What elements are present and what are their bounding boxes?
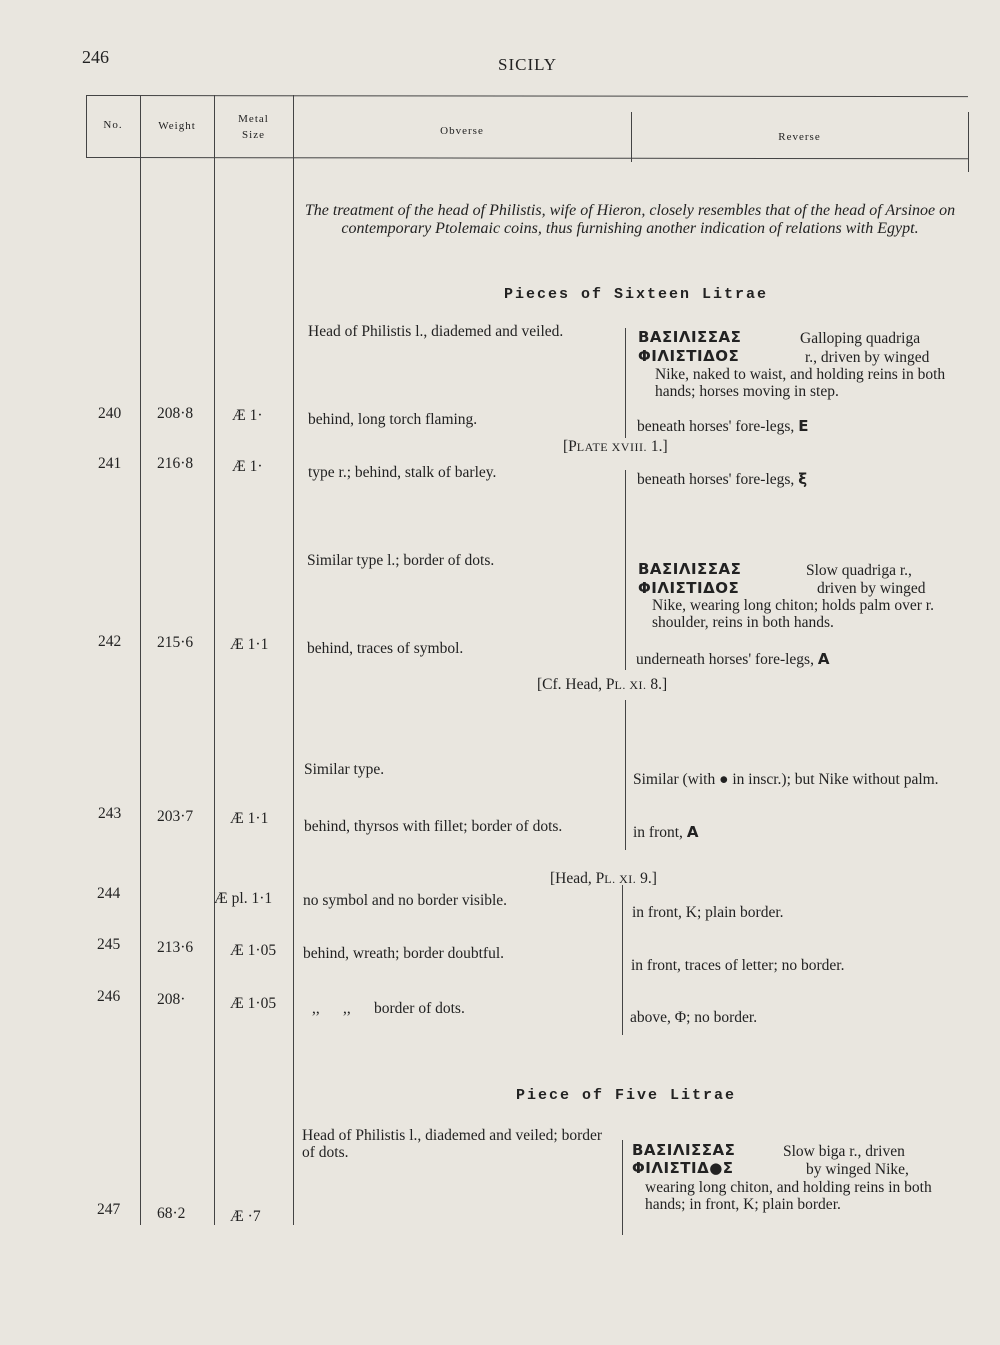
row-244-metal: Æ pl. 1·1 [214, 890, 273, 907]
group4-greek-line2: ΦΙΛΙΣΤΙΔ●Σ [632, 1159, 734, 1177]
row-242-metal: Æ 1·1 [230, 636, 269, 653]
page-number: 246 [82, 47, 109, 67]
row-244-no: 244 [97, 885, 121, 902]
row-244-obverse: no symbol and no border visible. [303, 892, 508, 909]
col-rule-3 [214, 95, 215, 1225]
row-242-weight: 215·6 [157, 634, 194, 651]
group1-greek-line2: ΦΙΛΙΣΤΙΔΟΣ [638, 347, 740, 365]
group2-greek-line2: ΦΙΛΙΣΤΙΔΟΣ [638, 579, 740, 597]
group1-reverse-line1: Galloping quadriga [800, 330, 921, 347]
group1-greek-line1: ΒΑΣΙΛΙΣΣΑΣ [638, 328, 742, 346]
row-245-reverse: in front, traces of letter; no border. [631, 957, 845, 974]
group2-reverse-line2: driven by winged [817, 580, 926, 597]
group4-greek-line1: ΒΑΣΙΛΙΣΣΑΣ [632, 1141, 736, 1159]
group1-reverse-rest: Nike, naked to waist, and holding reins in both hands; horses moving in step. [655, 366, 946, 400]
col-header-metal: Metal [238, 113, 269, 125]
plate-ref-3: [Head, PL. XI. 9.] [550, 870, 657, 887]
row-246-reverse: above, Φ; no border. [630, 1009, 758, 1026]
group2-reverse-rest: Nike, wearing long chiton; holds palm over r. shoulder, reins in both hands. [652, 597, 934, 631]
plate-ref-2: [Cf. Head, PL. XI. 8.] [537, 676, 668, 693]
row-240-reverse: beneath horses' fore-legs, E [637, 417, 809, 435]
row-245-metal: Æ 1·05 [230, 942, 277, 959]
col-rule-6 [968, 112, 969, 172]
row-247-metal: Æ ·7 [230, 1208, 261, 1225]
group1-obverse: Head of Philistis l., diademed and veiled. [308, 323, 564, 340]
row-246-weight: 208· [157, 991, 186, 1008]
group2-greek-line1: ΒΑΣΙΛΙΣΣΑΣ [638, 560, 742, 578]
col-rule-4 [293, 95, 294, 1225]
reverse-rule-c [625, 700, 626, 850]
row-243-reverse: in front, A [633, 823, 699, 841]
row-246-no: 246 [97, 988, 121, 1005]
group2-obverse: Similar type l.; border of dots. [307, 552, 495, 569]
row-242-letter: A [817, 650, 830, 668]
row-243-letter: A [686, 823, 699, 841]
row-247-weight: 68·2 [157, 1205, 186, 1222]
row-241-reverse: beneath horses' fore-legs, ξ [637, 470, 808, 488]
group3-obverse: Similar type. [304, 761, 385, 778]
plate-ref-1: [PLATE XVIII. 1.] [563, 438, 668, 455]
row-240-weight: 208·8 [157, 405, 194, 422]
row-242-reverse: underneath horses' fore-legs, A [636, 650, 830, 668]
row-240-letter: E [798, 417, 809, 435]
row-243-metal: Æ 1·1 [230, 810, 269, 827]
table-top-rule [86, 95, 968, 97]
group1-reverse-line2: r., driven by winged [805, 349, 930, 366]
row-241-metal: Æ 1· [232, 458, 263, 475]
reverse-rule-d [622, 885, 623, 1035]
row-245-weight: 213·6 [157, 939, 194, 956]
col-header-obverse: Obverse [440, 125, 484, 137]
row-246-obverse: ,, ,, border of dots. [312, 1000, 465, 1017]
running-header: SICILY [498, 55, 558, 74]
row-241-letter: ξ [798, 470, 808, 488]
group4-reverse-rest: wearing long chiton, and holding reins in both hands; in front, K; plain border. [645, 1179, 932, 1213]
col-header-no: No. [103, 119, 123, 131]
reverse-rule-a [625, 328, 626, 438]
table-header-rule [86, 157, 968, 159]
group4-obverse: Head of Philistis l., diademed and veiled; border of dots. [302, 1127, 603, 1161]
group4-reverse-line2: by winged Nike, [806, 1161, 909, 1178]
row-240-no: 240 [98, 405, 122, 422]
col-header-reverse: Reverse [778, 131, 821, 143]
col-header-weight: Weight [158, 120, 196, 132]
row-245-obverse: behind, wreath; border doubtful. [303, 945, 505, 962]
row-243-weight: 203·7 [157, 808, 194, 825]
row-240-obverse: behind, long torch flaming. [308, 411, 478, 428]
reverse-rule-e [622, 1140, 623, 1235]
row-242-obverse: behind, traces of symbol. [307, 640, 464, 657]
group2-reverse-line1: Slow quadriga r., [806, 562, 912, 579]
row-241-no: 241 [98, 455, 122, 472]
row-245-no: 245 [97, 936, 121, 953]
row-246-metal: Æ 1·05 [230, 995, 277, 1012]
row-244-reverse: in front, K; plain border. [632, 904, 784, 921]
section-heading-five-litrae: Piece of Five Litrae [516, 1087, 737, 1104]
group3-reverse: Similar (with ● in inscr.); but Nike without palm. [633, 771, 939, 788]
row-243-no: 243 [98, 805, 122, 822]
row-240-metal: Æ 1· [232, 407, 263, 424]
section-heading-sixteen-litrae: Pieces of Sixteen Litrae [504, 286, 769, 303]
row-243-obverse: behind, thyrsos with fillet; border of dots. [304, 818, 563, 835]
reverse-rule-b [625, 470, 626, 670]
intro-note: The treatment of the head of Philistis, wife of Hieron, closely resembles that of the head of Arsinoe on contemporary Ptolemaic coins, thus furnishing another indication of relations with Egypt. [304, 202, 956, 237]
row-247-no: 247 [97, 1201, 121, 1218]
col-header-size: Size [242, 129, 265, 141]
group4-reverse-line1: Slow biga r., driven [783, 1143, 905, 1160]
col-rule-2 [140, 95, 141, 1225]
row-241-weight: 216·8 [157, 455, 194, 472]
row-242-no: 242 [98, 633, 122, 650]
row-241-obverse: type r.; behind, stalk of barley. [308, 464, 497, 481]
